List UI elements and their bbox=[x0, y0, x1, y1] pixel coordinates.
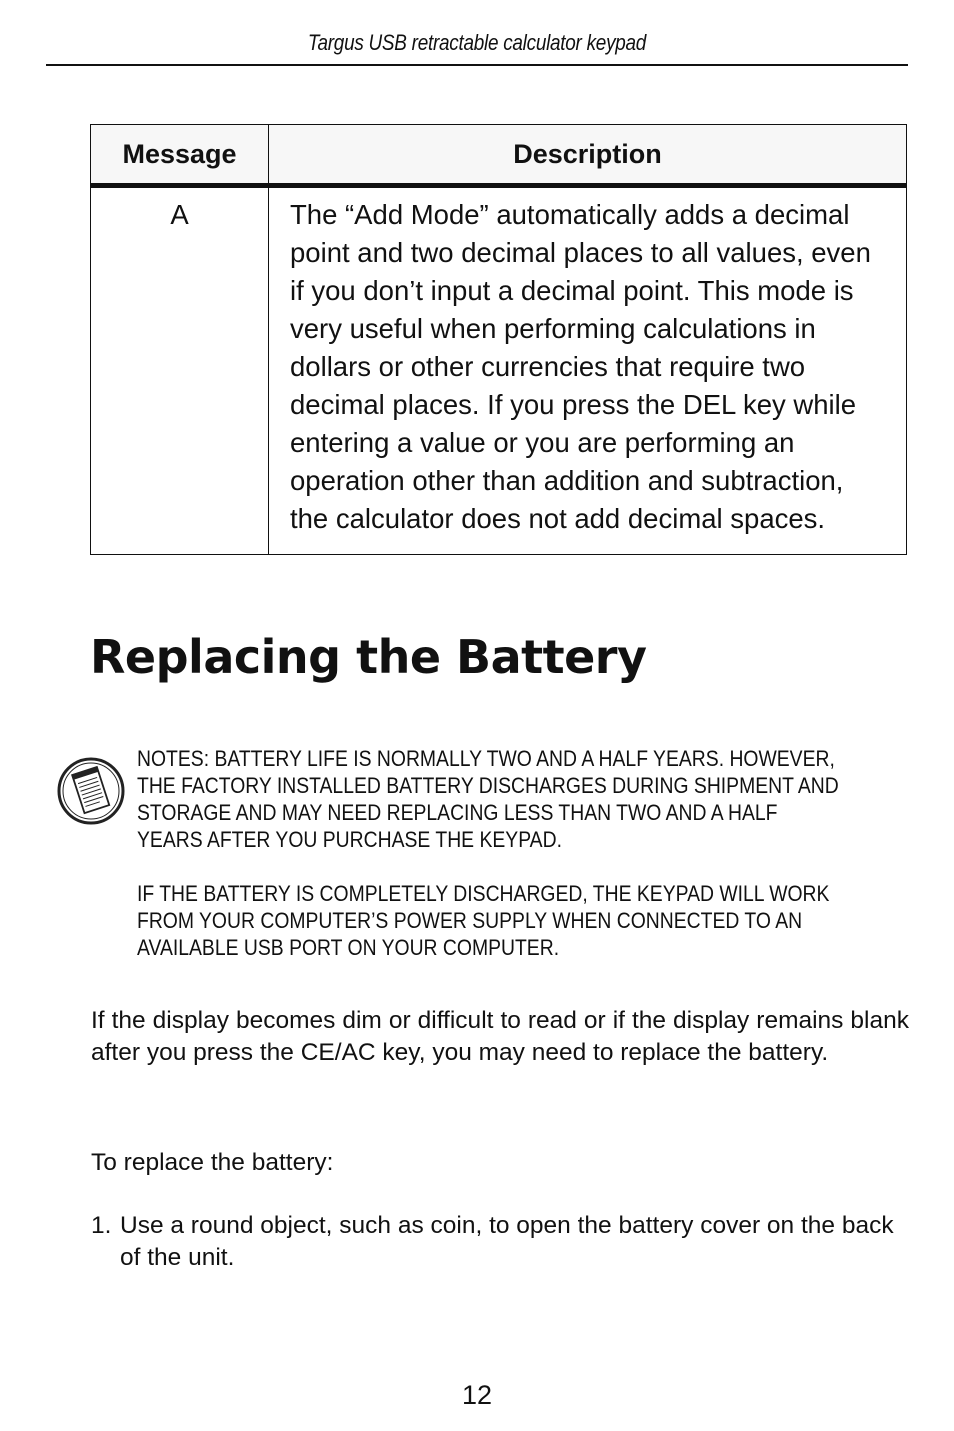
page-number: 12 bbox=[461, 1380, 493, 1410]
table-header-description: Description bbox=[269, 125, 907, 186]
note-usb-power: IF THE BATTERY IS COMPLETELY DISCHARGED, THE KEYPAD WILL WORK FROM YOUR COMPUTER’S POWER SUPPLY WHEN CONNECTED TO AN AVAILABLE USB PORT ON YOUR COMPUTER. bbox=[137, 881, 830, 960]
table-cell-message: A bbox=[91, 186, 269, 555]
paragraph-to-replace: To replace the battery: bbox=[91, 1149, 334, 1176]
table-header-message: Message bbox=[91, 125, 269, 186]
list-item bbox=[91, 1210, 909, 1274]
step-text: Use a round object, such as coin, to open the battery cover on the back of the unit. bbox=[120, 1212, 894, 1271]
table-header-row bbox=[91, 125, 907, 186]
message-table bbox=[90, 124, 907, 555]
note-battery-life: NOTES: BATTERY LIFE IS NORMALLY TWO AND A HALF YEARS. HOWEVER, THE FACTORY INSTALLED BATTERY DISCHARGES DURING SHIPMENT AND STORAGE AND MAY NEED REPLACING LESS THAN TWO AND A HALF YEARS AFTER YOU PURCHASE THE KEYPAD. bbox=[137, 746, 839, 852]
section-title: Replacing the Battery bbox=[90, 630, 647, 684]
paragraph-display-dim: If the display becomes dim or difficult to read or if the display remains blank after you press the CE/AC key, you may need to replace the battery. bbox=[91, 1007, 909, 1066]
table-row bbox=[91, 186, 907, 555]
notepad-icon bbox=[56, 756, 126, 826]
step-number: 1. bbox=[91, 1212, 112, 1239]
table-cell-description: The “Add Mode” automatically adds a decimal point and two decimal places to all values, even if you don’t input a decimal point. This mode is very useful when performing calculations in dollars or other currencies that require two decimal places. If you press the DEL key while entering a value or you are performing an operation other than addition and subtraction, the calculator does not add decimal spaces. bbox=[269, 186, 907, 555]
running-header: Targus USB retractable calculator keypad bbox=[307, 30, 647, 55]
header-rule bbox=[46, 64, 908, 66]
